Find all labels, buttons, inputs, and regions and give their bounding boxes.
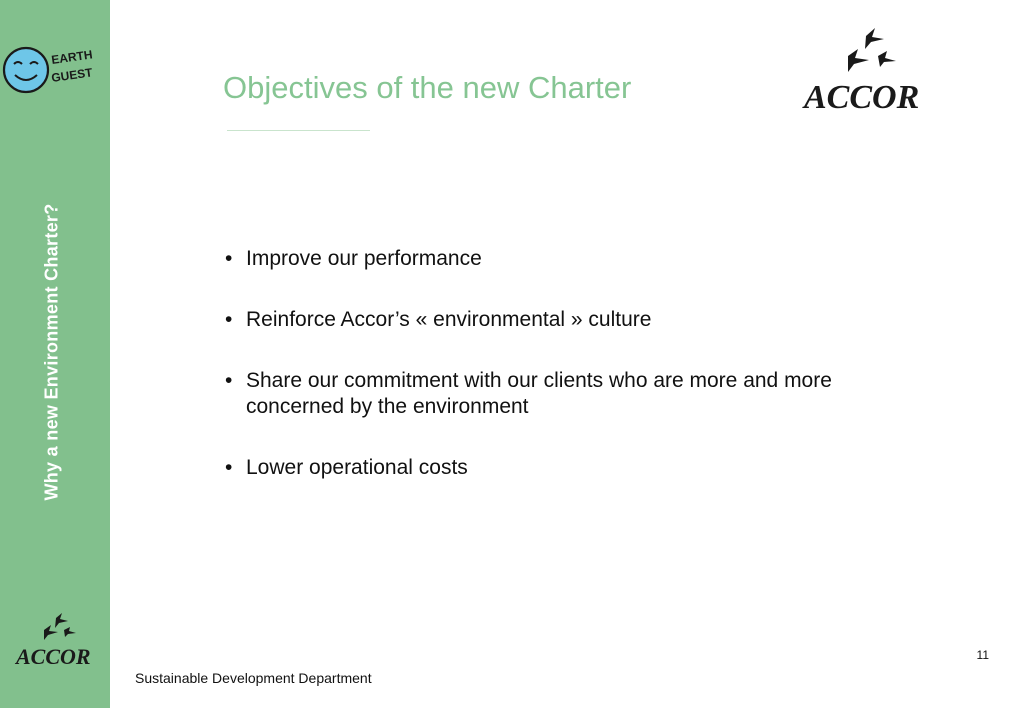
sidebar	[0, 0, 110, 708]
earth-text: EARTH	[50, 47, 94, 67]
accor-logo	[800, 26, 930, 114]
birds-icon	[44, 613, 76, 640]
list-item	[225, 368, 925, 420]
page-number: 11	[976, 648, 989, 662]
bullet-list	[225, 246, 925, 516]
bullet-glyph: •	[225, 369, 233, 392]
accor-wordmark: ACCOR	[16, 644, 91, 668]
bullet-text: Share our commitment with our clients who are more and more concerned by the environment	[246, 369, 832, 418]
bullet-glyph: •	[225, 308, 233, 331]
birds-icon	[848, 28, 896, 72]
guest-text: GUEST	[50, 65, 94, 85]
list-item	[225, 246, 925, 272]
bullet-text: Lower operational costs	[246, 456, 468, 479]
earth-globe-icon	[4, 48, 48, 92]
bullet-text: Reinforce Accor’s « environmental » culture	[246, 308, 652, 331]
bullet-glyph: •	[225, 247, 233, 270]
list-item	[225, 307, 925, 333]
footer-department: Sustainable Development Department	[135, 670, 372, 686]
accor-wordmark: ACCOR	[804, 79, 920, 114]
bullet-glyph: •	[225, 456, 233, 479]
section-vertical-title: Why a new Environment Charter?	[41, 203, 62, 501]
earth-guest-logo	[2, 42, 108, 98]
page-title: Objectives of the new Charter	[223, 70, 632, 105]
list-item	[225, 455, 925, 481]
bullet-text: Improve our performance	[246, 247, 482, 270]
title-underline	[227, 130, 370, 131]
accor-logo-small	[14, 612, 96, 668]
